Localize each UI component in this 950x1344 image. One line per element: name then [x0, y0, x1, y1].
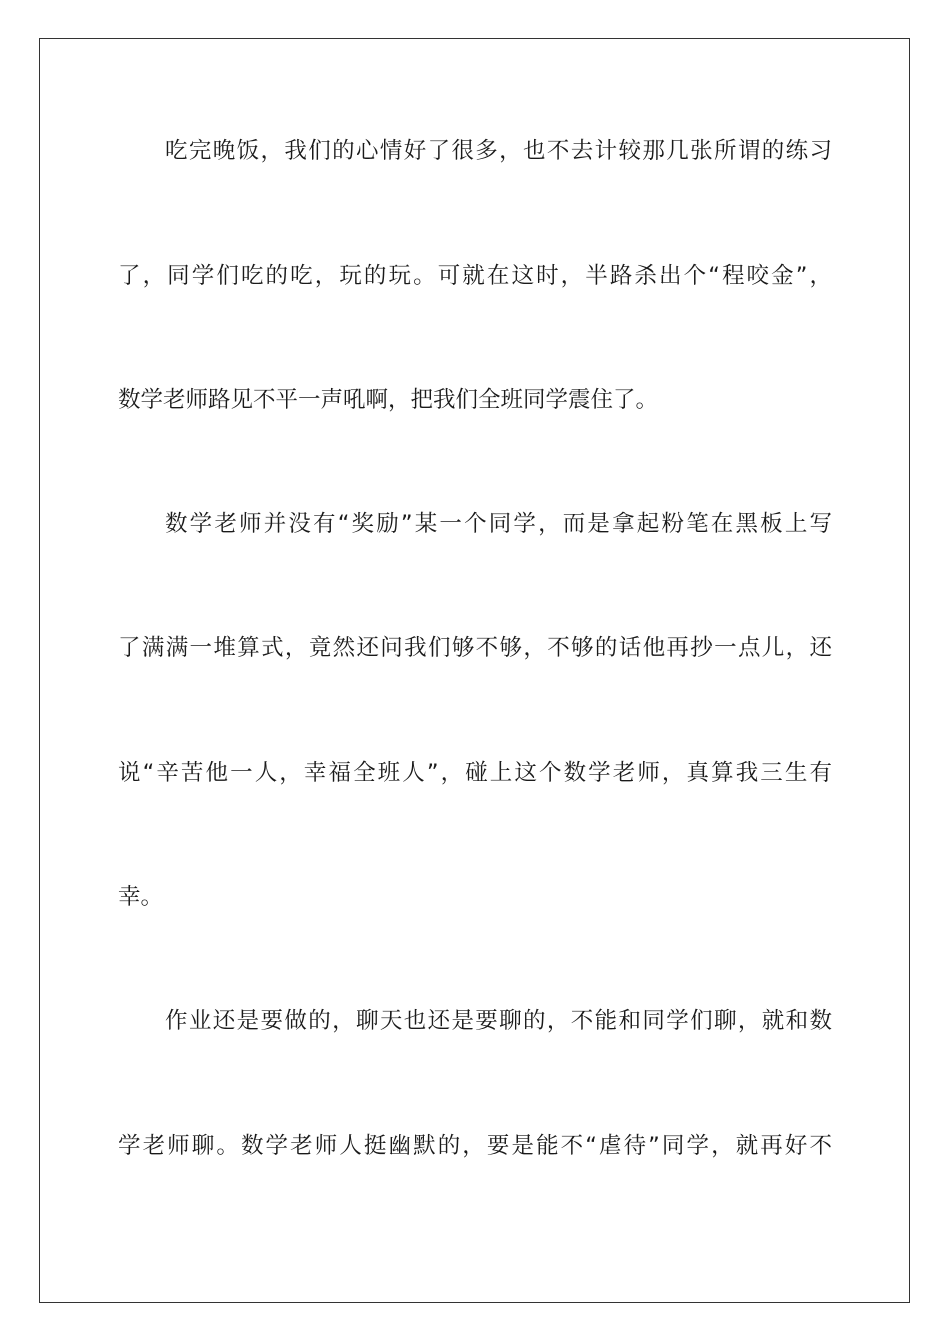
paragraph-3-line-2: 学老师聊。数学老师人挺幽默的，要是能不“虐待”同学，就再好不: [118, 1133, 832, 1159]
page-border: [39, 38, 910, 1303]
paragraph-1-line-3: 数学老师路见不平一声吼啊，把我们全班同学震住了。: [118, 387, 659, 413]
paragraph-1-line-1: 吃完晚饭，我们的心情好了很多，也不去计较那几张所谓的练习: [165, 138, 832, 164]
paragraph-3-line-1: 作业还是要做的，聊天也还是要聊的，不能和同学们聊，就和数: [165, 1008, 832, 1034]
paragraph-2-line-4: 幸。: [118, 884, 164, 910]
paragraph-1-line-2: 了，同学们吃的吃，玩的玩。可就在这时，半路杀出个“程咬金”，: [118, 263, 832, 289]
paragraph-2-line-1: 数学老师并没有“奖励”某一个同学，而是拿起粉笔在黑板上写: [165, 511, 832, 537]
paragraph-2-line-2: 了满满一堆算式，竟然还问我们够不够，不够的话他再抄一点儿，还: [118, 635, 832, 661]
paragraph-2-line-3: 说“辛苦他一人，幸福全班人”，碰上这个数学老师，真算我三生有: [118, 760, 832, 786]
